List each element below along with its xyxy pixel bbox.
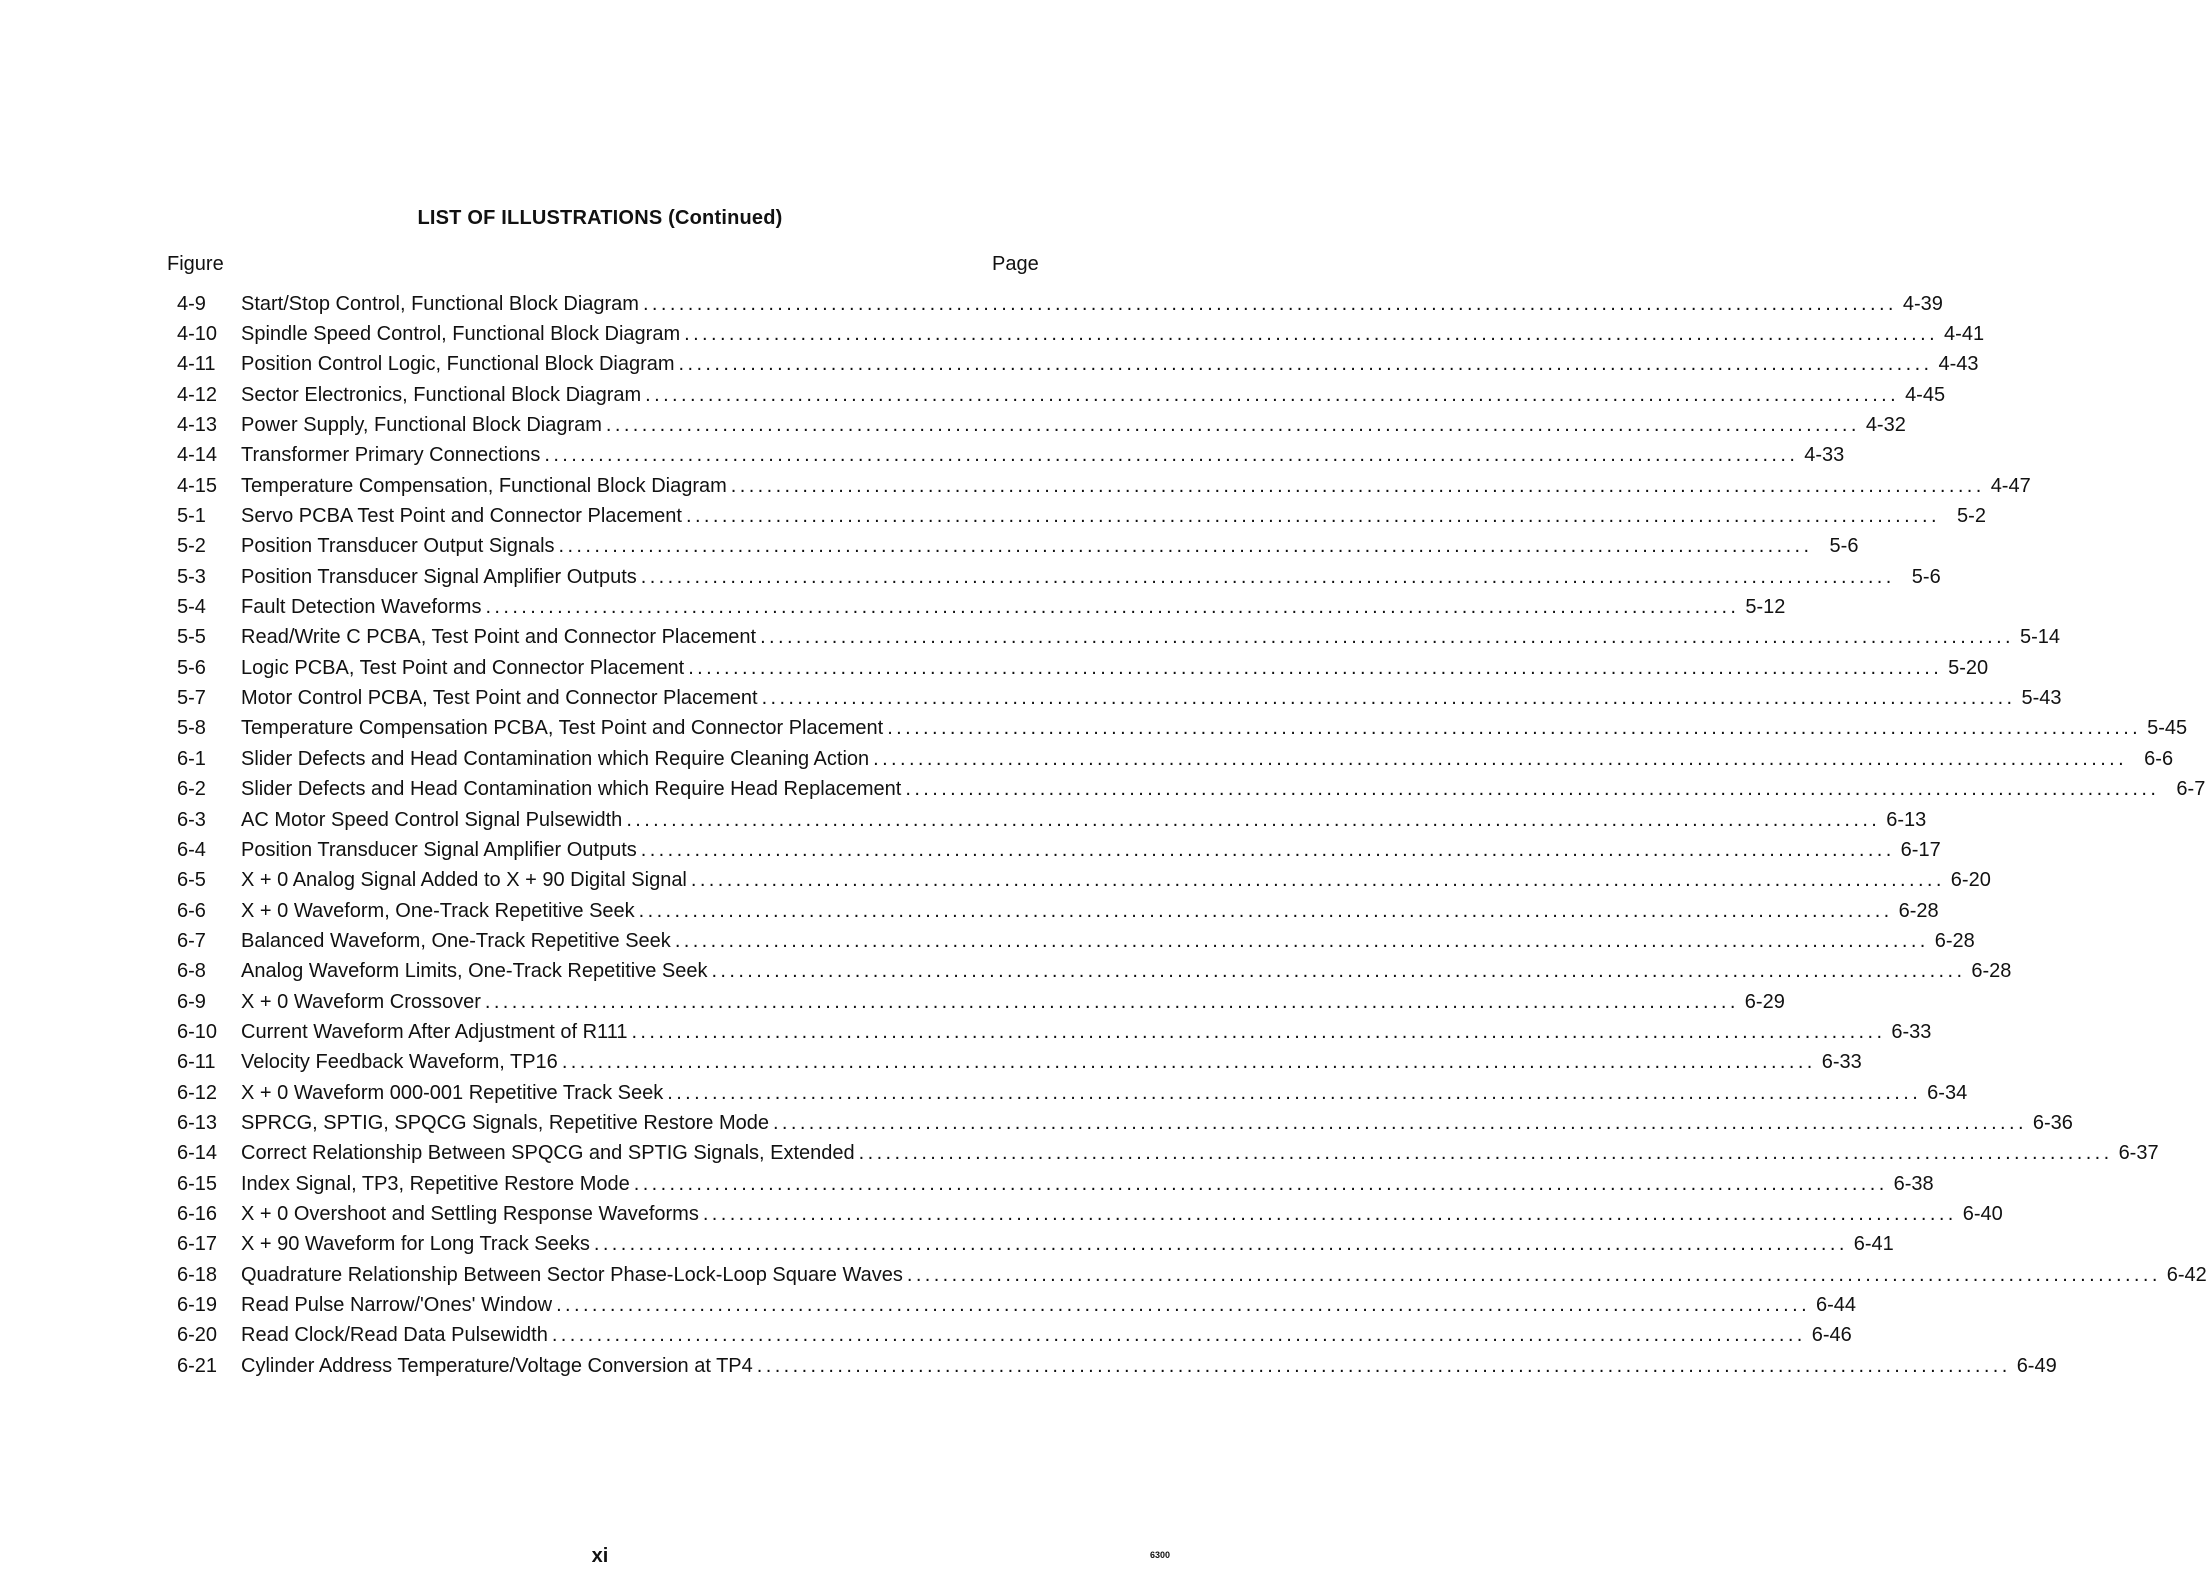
figure-page-number: 4-43 xyxy=(1938,353,1979,376)
figure-caption: Fault Detection Waveforms xyxy=(241,596,482,619)
figure-caption: Quadrature Relationship Between Sector Phase-Lock-Loop Square Waves xyxy=(241,1263,903,1286)
figure-number: 5-4 xyxy=(177,596,206,619)
list-item[interactable] xyxy=(177,987,1785,1017)
figure-page-number: 6-42 xyxy=(2166,1263,2207,1286)
figure-number: 4-11 xyxy=(177,353,216,376)
figure-caption-line xyxy=(241,687,2020,710)
list-item[interactable] xyxy=(177,623,2061,653)
figure-caption: Read Clock/Read Data Pulsewidth xyxy=(241,1324,548,1347)
figure-page-number: 6-44 xyxy=(1816,1294,1857,1317)
figure-caption-line xyxy=(241,1264,2165,1287)
figure-number: 6-20 xyxy=(177,1324,218,1347)
figure-caption-line xyxy=(241,717,2145,740)
dot-leader: ............................................................................................................................................ xyxy=(642,292,1897,315)
list-item[interactable] xyxy=(177,319,1985,349)
figure-caption: Correct Relationship Between SPQCG and SPTIG Signals, Extended xyxy=(241,1142,855,1165)
list-item[interactable] xyxy=(177,592,1786,622)
figure-number: 6-11 xyxy=(177,1051,216,1074)
list-item[interactable] xyxy=(177,562,1941,592)
figure-number: 4-14 xyxy=(177,444,218,467)
figure-caption: Current Waveform After Adjustment of R111 xyxy=(241,1020,628,1043)
figure-number: 5-5 xyxy=(177,626,206,649)
list-item[interactable] xyxy=(177,1290,1857,1320)
list-item[interactable] xyxy=(177,1199,2003,1229)
figure-caption-line xyxy=(241,384,1903,407)
figure-page-number: 5-2 xyxy=(1957,505,1986,528)
list-item[interactable] xyxy=(177,1139,2159,1169)
figure-number: 6-12 xyxy=(177,1081,218,1104)
figure-number: 6-14 xyxy=(177,1142,218,1165)
figure-number: 6-17 xyxy=(177,1233,218,1256)
dot-leader: ............................................................................................................................................ xyxy=(551,1324,1806,1347)
figure-caption-line xyxy=(241,869,1949,892)
figure-number: 4-10 xyxy=(177,323,218,346)
figure-caption-line xyxy=(241,930,1933,953)
dot-leader: ............................................................................................................................................ xyxy=(684,323,1939,346)
figure-number: 6-18 xyxy=(177,1263,218,1286)
list-item[interactable] xyxy=(177,289,1943,319)
figure-page-number: 6-6 xyxy=(2144,747,2174,770)
figure-caption-line xyxy=(241,1082,1925,1105)
figure-number: 6-4 xyxy=(177,838,206,861)
figure-page-number: 6-36 xyxy=(2032,1111,2073,1134)
figure-number: 6-21 xyxy=(177,1354,218,1377)
figure-page-number: 4-32 xyxy=(1865,414,1906,437)
list-item[interactable] xyxy=(177,1108,2073,1138)
figure-caption-line xyxy=(241,1173,1892,1196)
list-item[interactable] xyxy=(177,714,2188,744)
list-item[interactable] xyxy=(177,441,1845,471)
dot-leader: ............................................................................................................................................ xyxy=(756,1354,2011,1377)
figure-caption-line xyxy=(241,566,1899,589)
figure-page-number: 5-6 xyxy=(1911,565,1941,588)
dot-leader: ............................................................................................................................................ xyxy=(640,838,1895,861)
figure-caption: Velocity Feedback Waveform, TP16 xyxy=(241,1051,558,1074)
figure-page-number: 5-12 xyxy=(1745,596,1786,619)
dot-leader: ............................................................................................................................................ xyxy=(645,383,1900,406)
figure-caption: SPRCG, SPTIG, SPQCG Signals, Repetitive Restore Mode xyxy=(241,1111,769,1134)
list-item[interactable] xyxy=(177,471,2031,501)
figure-page-number: 4-47 xyxy=(1990,474,2031,497)
figure-page-number: 5-6 xyxy=(1829,535,1859,558)
list-item[interactable] xyxy=(177,532,1859,562)
figure-caption-line xyxy=(241,1324,1810,1347)
figure-caption-line xyxy=(241,1294,1814,1317)
list-item[interactable] xyxy=(177,1230,1894,1260)
figure-caption-line xyxy=(241,444,1802,467)
figure-caption: Slider Defects and Head Contamination which Require Cleaning Action xyxy=(241,747,870,770)
dot-leader: ............................................................................................................................................ xyxy=(761,687,2016,710)
list-item[interactable] xyxy=(177,1169,1934,1199)
figure-caption-line xyxy=(241,475,1989,498)
figure-number: 5-3 xyxy=(177,565,206,588)
figure-number: 4-12 xyxy=(177,383,218,406)
dot-leader: ............................................................................................................................................ xyxy=(686,505,1940,528)
figure-caption-line xyxy=(241,1355,2015,1378)
figure-number: 5-1 xyxy=(177,505,206,528)
figure-page-number: 4-39 xyxy=(1902,292,1943,315)
figure-number: 6-16 xyxy=(177,1202,218,1225)
figure-page-number: 5-20 xyxy=(1948,656,1989,679)
figure-number: 4-13 xyxy=(177,414,218,437)
figure-caption: Position Control Logic, Functional Block Diagram xyxy=(241,353,675,376)
dot-leader: ............................................................................................................................................ xyxy=(760,626,2015,649)
figure-number: 6-5 xyxy=(177,869,206,892)
figure-caption-line xyxy=(241,1142,2117,1165)
figure-caption: Balanced Waveform, One-Track Repetitive Seek xyxy=(241,929,671,952)
figure-page-number: 6-7 xyxy=(2176,778,2206,801)
figure-caption-line xyxy=(241,505,1944,528)
figure-page-number: 6-28 xyxy=(1898,899,1939,922)
figure-caption: Position Transducer Signal Amplifier Outputs xyxy=(241,565,637,588)
figure-page-number: 6-34 xyxy=(1927,1081,1968,1104)
figure-caption: Position Transducer Signal Amplifier Outputs xyxy=(241,838,637,861)
figure-caption: Spindle Speed Control, Functional Block Diagram xyxy=(241,323,681,346)
figure-page-number: 6-41 xyxy=(1853,1233,1894,1256)
figure-page-number: 6-33 xyxy=(1821,1051,1862,1074)
figure-caption-line xyxy=(241,626,2018,649)
figure-caption-line xyxy=(241,809,1884,832)
figure-page-number: 6-17 xyxy=(1900,838,1941,861)
figure-number: 6-6 xyxy=(177,899,206,922)
figure-number: 6-3 xyxy=(177,808,206,831)
figure-caption: Index Signal, TP3, Repetitive Restore Mode xyxy=(241,1172,630,1195)
figure-number: 4-15 xyxy=(177,474,218,497)
figure-caption-line xyxy=(241,991,1743,1014)
list-item[interactable] xyxy=(177,957,2012,987)
figure-page-number: 5-45 xyxy=(2147,717,2188,740)
figure-caption-line xyxy=(241,1021,1889,1044)
dot-leader: ............................................................................................................................................ xyxy=(638,899,1893,922)
dot-leader: ............................................................................................................................................ xyxy=(561,1051,1816,1074)
figure-page-number: 5-14 xyxy=(2019,626,2061,649)
figure-caption: X + 0 Waveform 000-001 Repetitive Track Seek xyxy=(241,1081,664,1104)
figure-page-number: 5-43 xyxy=(2021,687,2062,710)
dot-leader: ............................................................................................................................................ xyxy=(688,656,1943,679)
figure-caption: X + 0 Analog Signal Added to X + 90 Digital Signal xyxy=(241,869,687,892)
figure-number: 6-2 xyxy=(177,778,206,801)
figure-page-number: 4-45 xyxy=(1905,383,1946,406)
figure-caption-line xyxy=(241,1112,2031,1135)
dot-leader: ............................................................................................................................................ xyxy=(485,596,1740,619)
dot-leader: ............................................................................................................................................ xyxy=(905,778,2160,801)
dot-leader: ............................................................................................................................................ xyxy=(484,990,1739,1013)
figure-page-number: 6-49 xyxy=(2016,1354,2057,1377)
list-item[interactable] xyxy=(177,926,1975,956)
list-item[interactable] xyxy=(177,501,1986,531)
dot-leader: ............................................................................................................................................ xyxy=(544,444,1799,467)
figure-number: 5-7 xyxy=(177,687,206,710)
figure-caption-line xyxy=(241,1203,1961,1226)
figure-caption-line xyxy=(241,414,1864,437)
list-item[interactable] xyxy=(177,1078,1968,1108)
dot-leader: ............................................................................................................................................ xyxy=(626,808,1881,831)
figure-number: 5-6 xyxy=(177,656,206,679)
page-title: LIST OF ILLUSTRATIONS (Continued) xyxy=(417,207,783,229)
document-code: 6300 xyxy=(1150,1550,1171,1560)
figure-page-number: 6-20 xyxy=(1950,869,1991,892)
list-item[interactable] xyxy=(177,1351,2057,1381)
figure-caption: X + 0 Waveform Crossover xyxy=(241,990,481,1013)
dot-leader: ............................................................................................................................................ xyxy=(678,353,1933,376)
list-item[interactable] xyxy=(177,1017,1932,1047)
list-item[interactable] xyxy=(177,866,1991,896)
figure-page-number: 6-37 xyxy=(2118,1142,2159,1165)
figure-number: 6-10 xyxy=(177,1020,218,1043)
figure-caption: X + 0 Waveform, One-Track Repetitive Seek xyxy=(241,899,635,922)
figure-caption-line xyxy=(241,839,1899,862)
dot-leader: ............................................................................................................................................ xyxy=(674,929,1929,952)
dot-leader: ............................................................................................................................................ xyxy=(605,414,1860,437)
dot-leader: ............................................................................................................................................ xyxy=(633,1172,1888,1195)
figure-column-header: Figure xyxy=(167,253,224,275)
page-column-header: Page xyxy=(992,253,1039,275)
dot-leader: ............................................................................................................................................ xyxy=(873,747,2128,770)
figure-caption: Read Pulse Narrow/'Ones' Window xyxy=(241,1294,553,1317)
figure-caption-line xyxy=(241,353,1936,376)
figure-page-number: 6-29 xyxy=(1744,990,1785,1013)
list-item[interactable] xyxy=(177,410,1906,440)
figure-caption: Temperature Compensation PCBA, Test Point and Connector Placement xyxy=(241,717,884,740)
dot-leader: ............................................................................................................................................ xyxy=(906,1263,2161,1286)
dot-leader: ............................................................................................................................................ xyxy=(730,474,1985,497)
figure-caption-line xyxy=(241,900,1897,923)
page-number: xi xyxy=(591,1545,609,1567)
figure-number: 5-2 xyxy=(177,535,206,558)
figure-caption: Servo PCBA Test Point and Connector Placement xyxy=(241,505,682,528)
figure-caption: Start/Stop Control, Functional Block Diagram xyxy=(241,292,639,315)
figure-caption-line xyxy=(241,960,1969,983)
figure-number: 6-9 xyxy=(177,990,206,1013)
dot-leader: ............................................................................................................................................ xyxy=(711,960,1966,983)
figure-number: 6-7 xyxy=(177,929,206,952)
dot-leader: ............................................................................................................................................ xyxy=(593,1233,1848,1256)
figure-page-number: 6-40 xyxy=(1962,1202,2003,1225)
figure-number: 6-13 xyxy=(177,1111,218,1134)
list-item[interactable] xyxy=(177,805,1927,835)
figure-page-number: 6-28 xyxy=(1934,929,1975,952)
dot-leader: ............................................................................................................................................ xyxy=(667,1081,1922,1104)
figure-caption-line xyxy=(241,657,1946,680)
figure-caption-line xyxy=(241,748,2131,771)
dot-leader: ............................................................................................................................................ xyxy=(772,1111,2027,1134)
figure-page-number: 4-33 xyxy=(1804,444,1845,467)
figure-caption-line xyxy=(241,596,1743,619)
figure-caption: X + 0 Overshoot and Settling Response Waveforms xyxy=(241,1202,699,1225)
figure-caption: Analog Waveform Limits, One-Track Repetitive Seek xyxy=(241,960,708,983)
list-item[interactable] xyxy=(177,350,1979,380)
list-item[interactable] xyxy=(177,683,2062,713)
figure-caption: Power Supply, Functional Block Diagram xyxy=(241,414,602,437)
figure-page-number: 6-33 xyxy=(1891,1020,1932,1043)
figure-caption: Sector Electronics, Functional Block Diagram xyxy=(241,383,642,406)
figure-number: 6-1 xyxy=(177,747,206,770)
dot-leader: ............................................................................................................................................ xyxy=(631,1020,1886,1043)
list-item[interactable] xyxy=(177,744,2174,774)
list-item[interactable] xyxy=(177,380,1946,410)
dot-leader: ............................................................................................................................................ xyxy=(887,717,2142,740)
dot-leader: ............................................................................................................................................ xyxy=(558,535,1813,558)
figure-page-number: 6-28 xyxy=(1971,960,2012,983)
dot-leader: ............................................................................................................................................ xyxy=(556,1294,1811,1317)
dot-leader: ............................................................................................................................................ xyxy=(690,869,1945,892)
figure-caption: Transformer Primary Connections xyxy=(241,444,541,467)
list-item[interactable] xyxy=(177,1260,2207,1290)
figure-caption: AC Motor Speed Control Signal Pulsewidth xyxy=(241,808,623,831)
figure-caption: Temperature Compensation, Functional Block Diagram xyxy=(241,474,727,497)
figure-number: 6-8 xyxy=(177,960,206,983)
list-item[interactable] xyxy=(177,896,1939,926)
figure-caption: X + 90 Waveform for Long Track Seeks xyxy=(241,1233,590,1256)
figure-caption: Read/Write C PCBA, Test Point and Connector Placement xyxy=(241,626,757,649)
figure-caption: Position Transducer Output Signals xyxy=(241,535,555,558)
figure-number: 5-8 xyxy=(177,717,206,740)
figure-page-number: 6-38 xyxy=(1893,1172,1934,1195)
list-item[interactable] xyxy=(177,653,1989,683)
figure-number: 6-15 xyxy=(177,1172,218,1195)
figure-caption-line xyxy=(241,293,1901,316)
figure-caption-line xyxy=(241,535,1816,558)
dot-leader: ............................................................................................................................................ xyxy=(702,1202,1957,1225)
figure-number: 4-9 xyxy=(177,292,206,315)
figure-caption: Motor Control PCBA, Test Point and Connector Placement xyxy=(241,687,758,710)
list-item[interactable] xyxy=(177,775,2206,805)
figure-caption-line xyxy=(241,1233,1852,1256)
figure-caption-line xyxy=(241,323,1942,346)
figure-page-number: 6-13 xyxy=(1886,808,1927,831)
figure-page-number: 4-41 xyxy=(1944,323,1985,346)
figure-page-number: 6-46 xyxy=(1811,1324,1852,1347)
dot-leader: ............................................................................................................................................ xyxy=(858,1142,2113,1165)
figure-caption: Slider Defects and Head Contamination which Require Head Replacement xyxy=(241,778,902,801)
figure-number: 6-19 xyxy=(177,1294,218,1317)
figure-caption-line xyxy=(241,778,2163,801)
list-item[interactable] xyxy=(177,1048,1862,1078)
list-item[interactable] xyxy=(177,1321,1852,1351)
dot-leader: ............................................................................................................................................ xyxy=(640,565,1895,588)
list-item[interactable] xyxy=(177,835,1941,865)
figure-caption: Logic PCBA, Test Point and Connector Placement xyxy=(241,656,685,679)
figure-caption: Cylinder Address Temperature/Voltage Conversion at TP4 xyxy=(241,1354,753,1377)
figure-caption-line xyxy=(241,1051,1820,1074)
illustration-list xyxy=(177,289,2207,1381)
